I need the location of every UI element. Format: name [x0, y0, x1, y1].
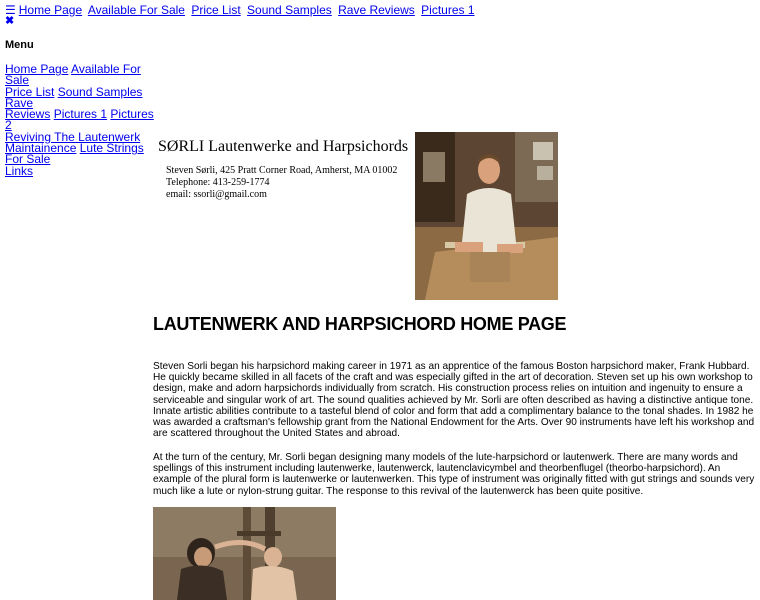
- business-card: [157, 138, 412, 208]
- workshop-photo-illustration: [415, 132, 558, 300]
- painting-illustration: [153, 507, 336, 600]
- card-email: email: ssorli@gmail.com: [166, 189, 267, 200]
- top-nav: [5, 3, 478, 18]
- menu-row: [5, 64, 155, 87]
- nav-available-for-sale[interactable]: Available For Sale: [87, 3, 185, 17]
- menu-row: [5, 163, 155, 178]
- menu-title: Menu: [5, 39, 34, 51]
- nav-price-list[interactable]: Price List: [191, 3, 241, 17]
- page-title: LAUTENWERK AND HARPSICHORD HOME PAGE: [153, 314, 567, 334]
- nav-home-page[interactable]: Home Page: [18, 3, 83, 17]
- menu-reviving-the-lautenwerk[interactable]: Reviving The Lautenwerk: [5, 129, 141, 144]
- workshop-photo: [415, 132, 558, 300]
- menu-home-page[interactable]: Home Page: [5, 62, 69, 76]
- menu-rave-reviews-part1[interactable]: Rave: [5, 95, 34, 110]
- menu-available-for-sale[interactable]: Available For Sale: [5, 62, 141, 88]
- menu-maintainence[interactable]: Maintainence: [5, 141, 77, 156]
- menu-pictures-1[interactable]: Pictures 1: [53, 107, 108, 122]
- menu-row: [5, 109, 155, 132]
- menu-sound-samples[interactable]: Sound Samples: [57, 84, 143, 99]
- intro-paragraph: Steven Sorli began his harpsichord making career in 1971 as an apprentice of the famous Boston harpsichord maker, Frank Hubbard. He quickly became skilled in all facets of the craft and was especially gifted in the art of decoration. Steven set up his own workshop to design, make and adorn harpsichords individually from scratch. His construction process relies on intuition and ingenuity to ensure a serviceable and singular work of art. The sound qualities achieved by Mr. Sorli are often described as having a distinctive antique tone. Innate artistic abilities contribute to a tasteful blend of color and form that add a complimentary balance to the tonal shades. In 1982 he was awarded a craftsman's fellowship grant from the National Endowment for the Arts. Over 90 instruments have left his workshop and are scattered throughout the United States and abroad.: [153, 361, 755, 440]
- painting-image: [153, 507, 336, 600]
- menu-lute-strings-for-sale[interactable]: Lute Strings For Sale: [5, 141, 144, 167]
- menu-price-list[interactable]: Price List: [5, 84, 55, 99]
- menu-links[interactable]: Links: [5, 163, 34, 178]
- card-telephone: Telephone: 413-259-1774: [166, 177, 270, 188]
- hamburger-icon[interactable]: ☰: [5, 3, 16, 17]
- menu-row: [5, 143, 155, 166]
- nav-pictures-1[interactable]: Pictures 1: [421, 3, 475, 17]
- menu-row: [5, 84, 155, 110]
- close-icon[interactable]: ✖: [5, 15, 15, 27]
- lautenwerk-paragraph: At the turn of the century, Mr. Sorli began designing many models of the lute-harpsichord or lautenwerk. There are many words and spellings of this instrument including lautenwerke, lautenwerck, lautenclavicymbel and theorbenflugel (theorbo-harpsichord). An example of the plural form is lautenwerke or lautenwerken. This type of instrument was originally fitted with gut strings and sounds very much like a lute or nylon-strung guitar. The response to this revival of the lautenwerck has been quite positive.: [153, 452, 755, 497]
- menu-pictures-2[interactable]: Pictures 2: [5, 107, 154, 133]
- side-menu: [5, 64, 155, 177]
- card-address: Steven Sørli, 425 Pratt Corner Road, Amherst, MA 01002: [166, 165, 398, 176]
- card-company-name: SØRLI Lautenwerke and Harpsichords: [158, 138, 409, 155]
- nav-rave-reviews[interactable]: Rave Reviews: [338, 3, 415, 17]
- nav-sound-samples[interactable]: Sound Samples: [247, 3, 332, 17]
- menu-rave-reviews-part2[interactable]: Reviews: [5, 107, 51, 122]
